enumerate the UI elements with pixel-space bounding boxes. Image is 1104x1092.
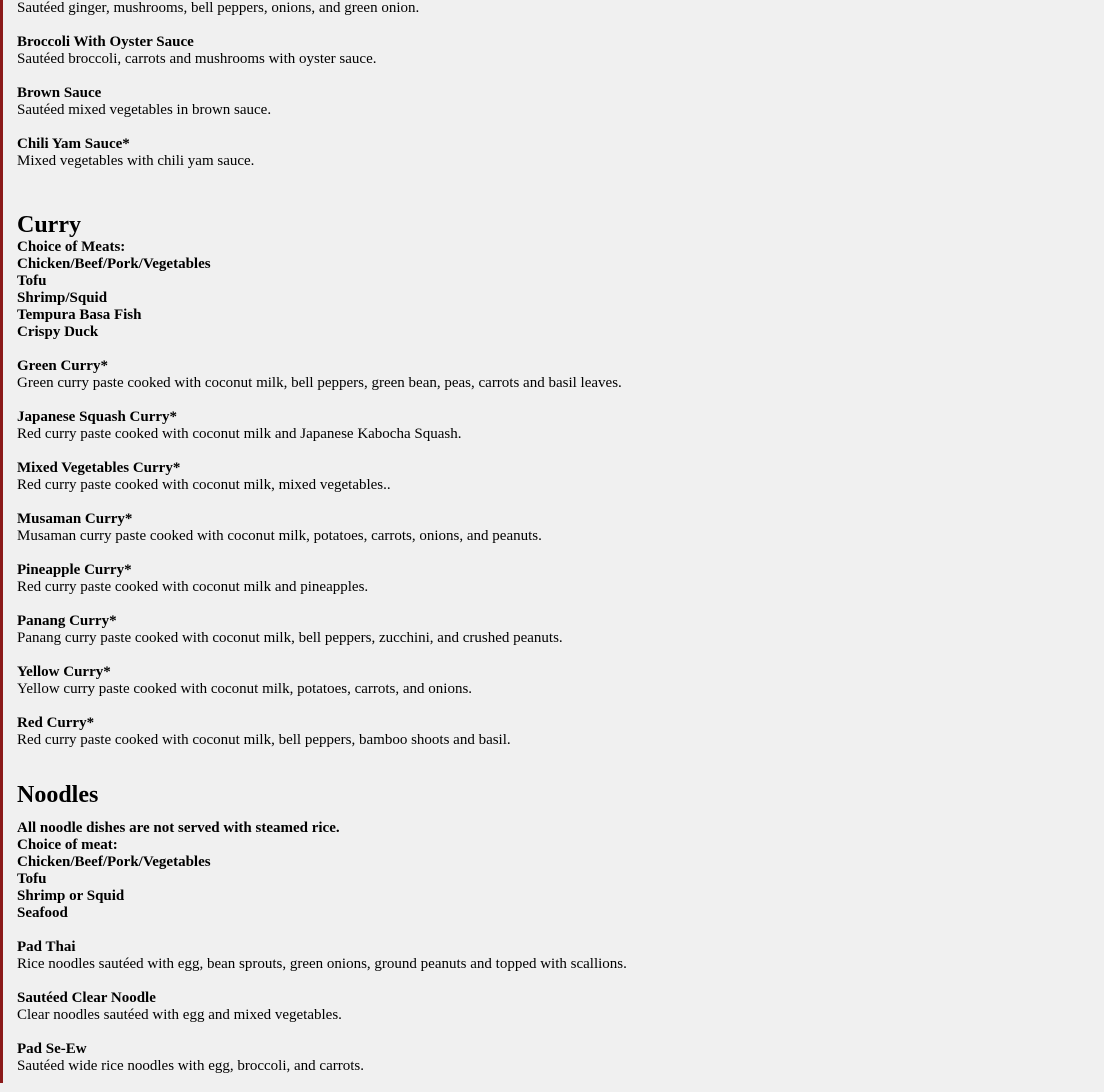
- item-description: Yellow curry paste cooked with coconut milk, potatoes, carrots, and onions.: [17, 681, 473, 697]
- item-description: Green curry paste cooked with coconut milk, bell peppers, green bean, peas, carrots and basil leaves.: [17, 375, 622, 391]
- item-description: Red curry paste cooked with coconut milk and pineapples.: [17, 579, 369, 595]
- item-description: Rice noodles sautéed with egg, bean sprouts, green onions, ground peanuts and topped with scallions.: [17, 956, 627, 972]
- item-description: Sautéed mixed vegetables in brown sauce.: [17, 102, 272, 118]
- item-description: Sautéed broccoli, carrots and mushrooms with oyster sauce.: [17, 51, 377, 67]
- curry-meat-options: [17, 239, 1097, 341]
- item-description: Musaman curry paste cooked with coconut milk, potatoes, carrots, onions, and peanuts.: [17, 528, 542, 544]
- menu-item: [17, 460, 1097, 494]
- option-line: Shrimp/Squid: [17, 290, 108, 306]
- menu-item: [17, 664, 1097, 698]
- menu-item: [17, 715, 1097, 749]
- menu-item: [17, 136, 1097, 170]
- item-name: Pineapple Curry*: [17, 562, 132, 578]
- option-line: Tempura Basa Fish: [17, 307, 142, 323]
- menu-item: [17, 409, 1097, 443]
- menu-item: [17, 613, 1097, 647]
- item-name: Panang Curry*: [17, 613, 117, 629]
- item-description: Red curry paste cooked with coconut milk and Japanese Kabocha Squash.: [17, 426, 462, 442]
- noodles-section-title: Noodles: [17, 782, 99, 808]
- menu-content: [17, 0, 1097, 1092]
- left-border: [0, 0, 3, 1083]
- item-description: Sautéed wide rice noodles with egg, broccoli, and carrots.: [17, 1058, 364, 1074]
- item-description: Red curry paste cooked with coconut milk, bell peppers, bamboo shoots and basil.: [17, 732, 511, 748]
- item-name: Red Curry*: [17, 715, 95, 731]
- item-name: Chili Yam Sauce*: [17, 136, 130, 152]
- menu-item: [17, 511, 1097, 545]
- option-line: Tofu: [17, 273, 47, 289]
- option-line: Crispy Duck: [17, 324, 99, 340]
- menu-item: [17, 34, 1097, 68]
- item-name: Yellow Curry*: [17, 664, 111, 680]
- item-description: Sautéed ginger, mushrooms, bell peppers, onions, and green onion.: [17, 0, 420, 16]
- item-name: Broccoli With Oyster Sauce: [17, 34, 194, 50]
- option-line: Choice of Meats:: [17, 239, 126, 255]
- option-line: Seafood: [17, 905, 68, 921]
- item-description: Panang curry paste cooked with coconut milk, bell peppers, zucchini, and crushed peanuts.: [17, 630, 563, 646]
- option-line: Tofu: [17, 871, 47, 887]
- item-name: Brown Sauce: [17, 85, 102, 101]
- item-name: Sautéed Clear Noodle: [17, 990, 156, 1006]
- item-name: Pad Se-Ew: [17, 1041, 87, 1057]
- menu-item: [17, 358, 1097, 392]
- menu-item: [17, 939, 1097, 973]
- menu-item: [17, 990, 1097, 1024]
- item-name: Mixed Vegetables Curry*: [17, 460, 181, 476]
- option-line: Chicken/Beef/Pork/Vegetables: [17, 256, 211, 272]
- menu-item: [17, 85, 1097, 119]
- menu-item: [17, 0, 1097, 17]
- option-line: Shrimp or Squid: [17, 888, 125, 904]
- option-line: All noodle dishes are not served with steamed rice.: [17, 820, 340, 836]
- item-description: Clear noodles sautéed with egg and mixed vegetables.: [17, 1007, 342, 1023]
- noodle-meat-options: [17, 820, 1097, 922]
- menu-item: [17, 562, 1097, 596]
- curry-section-title: Curry: [17, 212, 81, 238]
- item-description: Mixed vegetables with chili yam sauce.: [17, 153, 255, 169]
- menu-item: [17, 1041, 1097, 1075]
- item-name: Musaman Curry*: [17, 511, 133, 527]
- item-description: Red curry paste cooked with coconut milk, mixed vegetables..: [17, 477, 391, 493]
- item-name: Pad Thai: [17, 939, 76, 955]
- option-line: Choice of meat:: [17, 837, 118, 853]
- item-name: Green Curry*: [17, 358, 108, 374]
- option-line: Chicken/Beef/Pork/Vegetables: [17, 854, 211, 870]
- item-name: Japanese Squash Curry*: [17, 409, 178, 425]
